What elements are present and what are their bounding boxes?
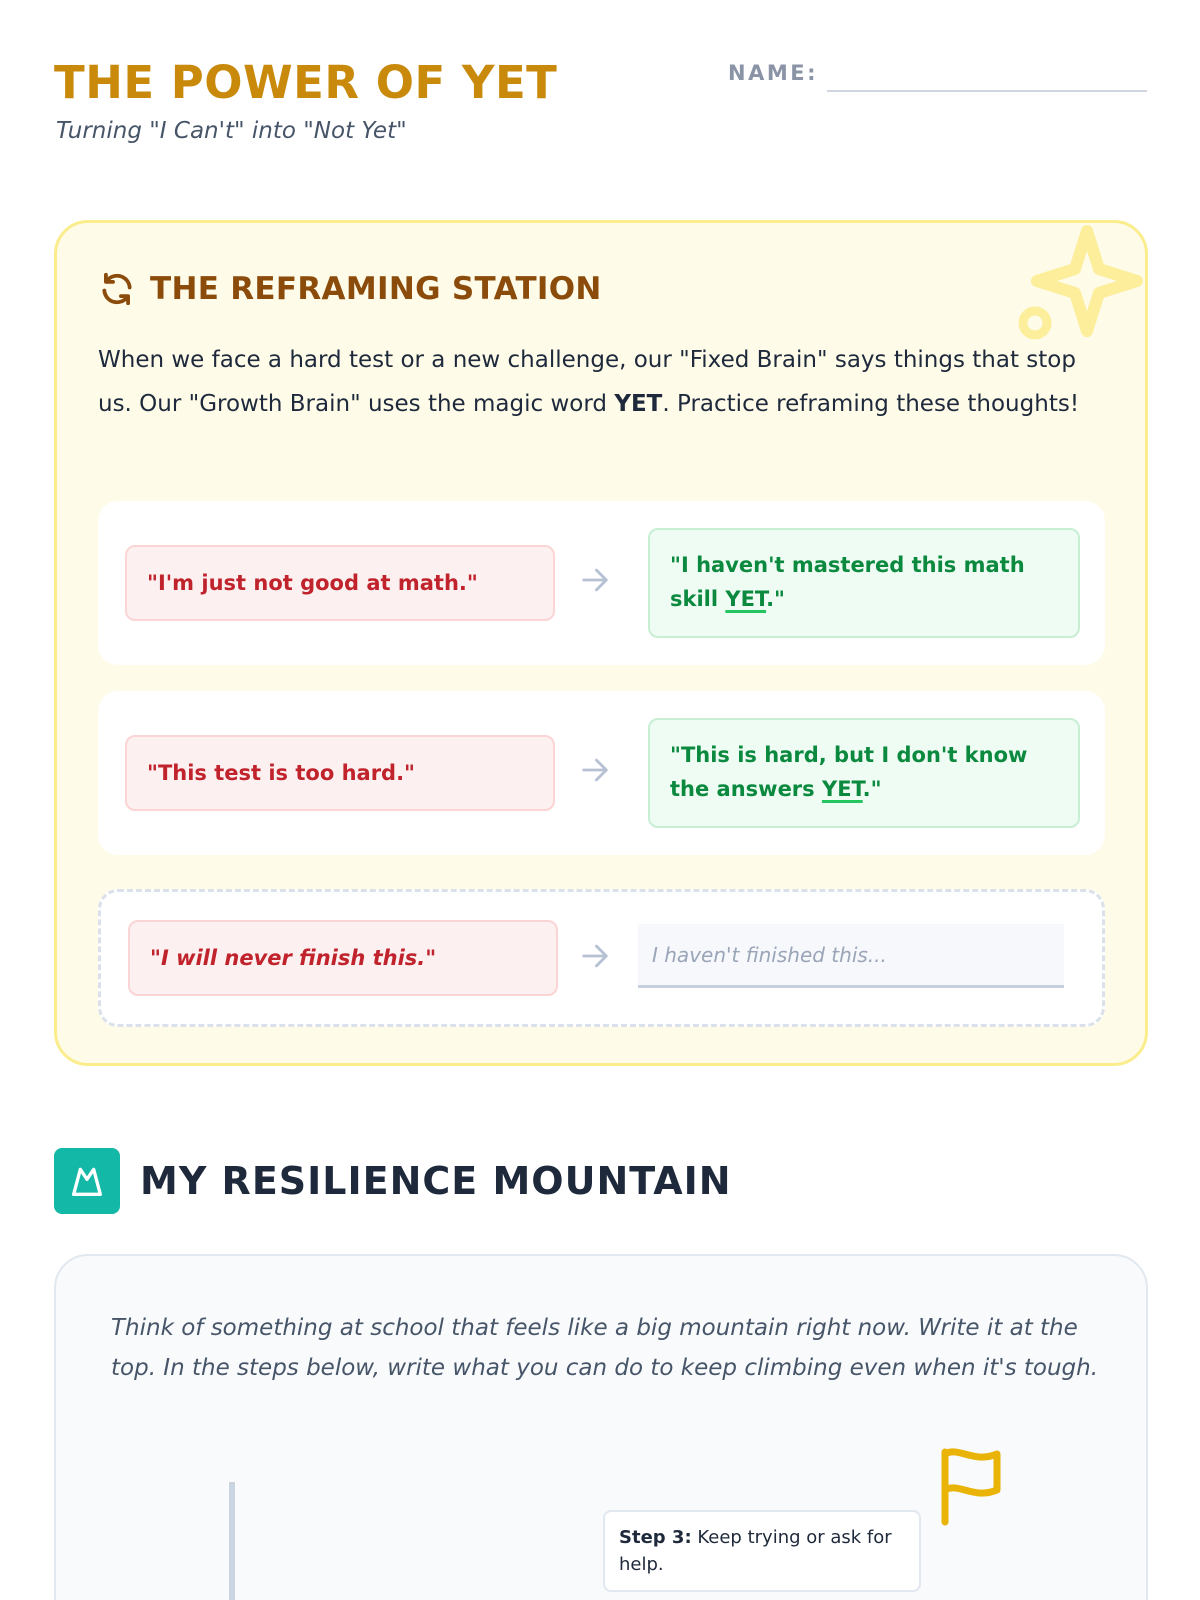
reframing-station-card — [54, 220, 1148, 1066]
reframe-row — [98, 691, 1105, 855]
mountain-instructions: Think of something at school that feels like a big mountain right now. Write it at the top. In the steps below, write what you can do to keep climbing even when it's tough. — [111, 1315, 1099, 1381]
arrow-right-icon — [578, 563, 612, 597]
page-title: THE POWER OF YET — [54, 56, 558, 109]
resilience-mountain-card — [54, 1254, 1148, 1600]
page-subtitle: Turning "I Can't" into "Not Yet" — [56, 118, 407, 144]
mountain-title: MY RESILIENCE MOUNTAIN — [140, 1159, 732, 1203]
mountain-step-3[interactable]: Step 3: Keep trying or ask for help. — [603, 1510, 921, 1592]
name-field[interactable] — [827, 90, 1147, 92]
arrow-right-icon — [578, 939, 612, 973]
growth-thought: "I haven't mastered this math skill YET." — [648, 528, 1080, 638]
reframing-intro: When we face a hard test or a new challenge, our "Fixed Brain" says things that stop us. Our "Growth Brain" uses the magic word YET. Practice reframing these thoughts! — [98, 347, 1080, 417]
mountain-section-header — [54, 1148, 732, 1214]
worksheet-header — [54, 52, 1148, 152]
mountain-axis-line — [229, 1482, 235, 1600]
flag-icon — [937, 1446, 1007, 1526]
fixed-thought: "This test is too hard." — [125, 735, 555, 811]
reframing-header — [98, 269, 602, 309]
reframing-title: THE REFRAMING STATION — [150, 271, 602, 307]
mountain-icon — [54, 1148, 120, 1214]
reframe-answer-input[interactable]: I haven't finished this... — [638, 924, 1064, 988]
sparkle-icon — [1011, 220, 1148, 357]
reframe-row — [98, 501, 1105, 665]
yet-word: YET — [725, 587, 767, 611]
fixed-thought: "I will never finish this." — [128, 920, 558, 996]
fixed-thought: "I'm just not good at math." — [125, 545, 555, 621]
yet-word: YET — [821, 777, 863, 801]
name-label: NAME: — [728, 61, 818, 85]
refresh-icon — [98, 270, 136, 308]
arrow-right-icon — [578, 753, 612, 787]
practice-row — [98, 889, 1105, 1027]
growth-thought: "This is hard, but I don't know the answers YET." — [648, 718, 1080, 828]
magic-word: YET — [614, 390, 663, 417]
